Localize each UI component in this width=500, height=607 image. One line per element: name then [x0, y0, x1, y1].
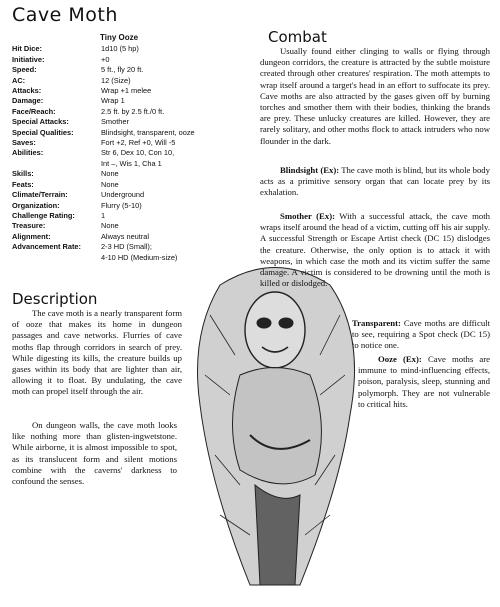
size-type: Tiny Ooze — [100, 33, 139, 42]
stat-value: 2-3 HD (Small); 4-10 HD (Medium-size) — [101, 242, 178, 262]
stat-row — [12, 169, 242, 179]
stat-label: Challenge Rating: — [12, 210, 75, 220]
stat-label: Abilities: — [12, 148, 44, 158]
stat-value: Str 6, Dex 10, Con 10, Int –, Wis 1, Cha 1 — [101, 148, 175, 168]
stat-row — [12, 44, 242, 54]
stat-label: Skills: — [12, 169, 34, 179]
stat-value: Always neutral — [101, 231, 150, 241]
combat-paragraph: Usually found either clinging to walls or flying through dungeon corridors, the creature is attracted by the subtle moisture created through other creatures' respiration. The moth attempts to wrap itself around a target's head in an effort to suffocate its prey. Cave moths are also attracted by the gases given off by burning torches and smother them with their bodies, thinking the brands are prey. These unlucky creatures are killed. However, they are rarely solitary, and other moths flock to attack intruders who now flounder in the dark. — [260, 46, 490, 146]
stat-row — [12, 148, 242, 169]
stat-label: Damage: — [12, 96, 44, 106]
stat-label: Speed: — [12, 65, 37, 75]
stat-label: Advancement Rate: — [12, 242, 81, 252]
blindsight-paragraph — [260, 165, 490, 199]
stat-value: 1d10 (5 hp) — [101, 44, 139, 54]
stat-value: None — [101, 221, 119, 231]
description-paragraph-2: On dungeon walls, the cave moth looks like nothing more than glisten-ingwetstone. While airborne, it is almost impossible to spot, as its translucent form and silent motions combine with the caverns' darkness to confound the senses. — [12, 420, 177, 487]
smother-term: Smother (Ex): — [280, 211, 335, 221]
stat-label: Organization: — [12, 200, 60, 210]
stat-label: Special Attacks: — [12, 117, 69, 127]
stat-row — [12, 221, 242, 231]
stat-label: Climate/Terrain: — [12, 190, 68, 200]
stat-label: Feats: — [12, 179, 34, 189]
smother-text: With a successful attack, the cave moth wraps itself around the head of a victim, cutting off his air supply. A successful Strength or Escape Artist check (DC 15) dislodges the creature. Otherwise, the only option is to attack it with weapons, in which case the moth and its victim suffer the same damage. A victim is considered to be drowning until the moth is killed or dislodged. — [260, 211, 490, 289]
stat-value: Smother — [101, 117, 129, 127]
stat-value: 5 ft., fly 20 ft. — [101, 65, 144, 75]
stat-row — [12, 211, 242, 221]
stat-value: 1 — [101, 210, 106, 220]
stat-label: Hit Dice: — [12, 44, 42, 54]
stat-row — [12, 117, 242, 127]
stat-value: 2.5 ft. by 2.5 ft./0 ft. — [101, 106, 165, 116]
stat-value: 12 (Size) — [101, 75, 131, 85]
description-paragraph-1: The cave moth is a nearly transparent form of ooze that makes its home in dungeon passages and cave networks. Flurries of cave moths flap through corridors in search of prey. While digesting its kills, the creature builds up gases within its body that are lighter than air, allowing it to float. By undulating, the cave moth can propel itself through the air. — [12, 308, 182, 397]
stat-value: None — [101, 169, 119, 179]
stat-label: Face/Reach: — [12, 106, 56, 116]
page-title: Cave Moth — [12, 4, 118, 26]
stat-label: Initiative: — [12, 54, 45, 64]
stat-row — [12, 128, 242, 138]
stat-value: Fort +2, Ref +0, Will -5 — [101, 138, 176, 148]
stat-row — [12, 190, 242, 200]
stat-label: Treasure: — [12, 221, 46, 231]
stat-label: Saves: — [12, 138, 36, 148]
stat-label: Attacks: — [12, 86, 42, 96]
stat-row — [12, 201, 242, 211]
stat-block — [12, 33, 242, 263]
stat-value: +0 — [101, 54, 110, 64]
stat-row — [12, 65, 242, 75]
blindsight-term: Blindsight (Ex): — [280, 165, 340, 175]
ooze-text: Cave moths are immune to mind-influencing effects, poison, paralysis, sleep, stunning and polymorph. They are not vulnerable to critical hits. — [358, 354, 490, 409]
cave-moth-illustration — [180, 255, 370, 605]
transparent-term: Transparent: — [352, 318, 401, 328]
combat-heading: Combat — [268, 28, 327, 46]
stat-value: Wrap 1 — [101, 96, 125, 106]
stat-value: Flurry (5-10) — [101, 200, 142, 210]
stat-value: Underground — [101, 190, 145, 200]
stat-row — [12, 180, 242, 190]
transparent-text: Cave moths are difficult to see, requiring a Spot check (DC 15) to notice one. — [352, 318, 490, 351]
stat-row — [12, 232, 242, 242]
stat-rows — [12, 44, 242, 263]
stat-value: Blindsight, transparent, ooze — [101, 127, 195, 137]
blindsight-text: The cave moth is blind, but its whole body acts as a primitive sensory organ that can locate prey by its exhalation. — [260, 165, 490, 198]
stat-row — [12, 86, 242, 96]
transparent-paragraph — [352, 318, 490, 352]
stat-label: Special Qualities: — [12, 127, 74, 137]
stat-label: Alignment: — [12, 231, 51, 241]
stat-row — [12, 76, 242, 86]
stat-row — [12, 107, 242, 117]
stat-row — [12, 55, 242, 65]
stat-label: AC: — [12, 75, 26, 85]
ooze-term: Ooze (Ex): — [378, 354, 422, 364]
ooze-paragraph — [358, 354, 490, 410]
stat-row — [12, 96, 242, 106]
stat-value: None — [101, 179, 119, 189]
stat-value: Wrap +1 melee — [101, 86, 152, 96]
stat-row — [12, 138, 242, 148]
smother-paragraph — [260, 211, 490, 289]
description-heading: Description — [12, 290, 98, 308]
